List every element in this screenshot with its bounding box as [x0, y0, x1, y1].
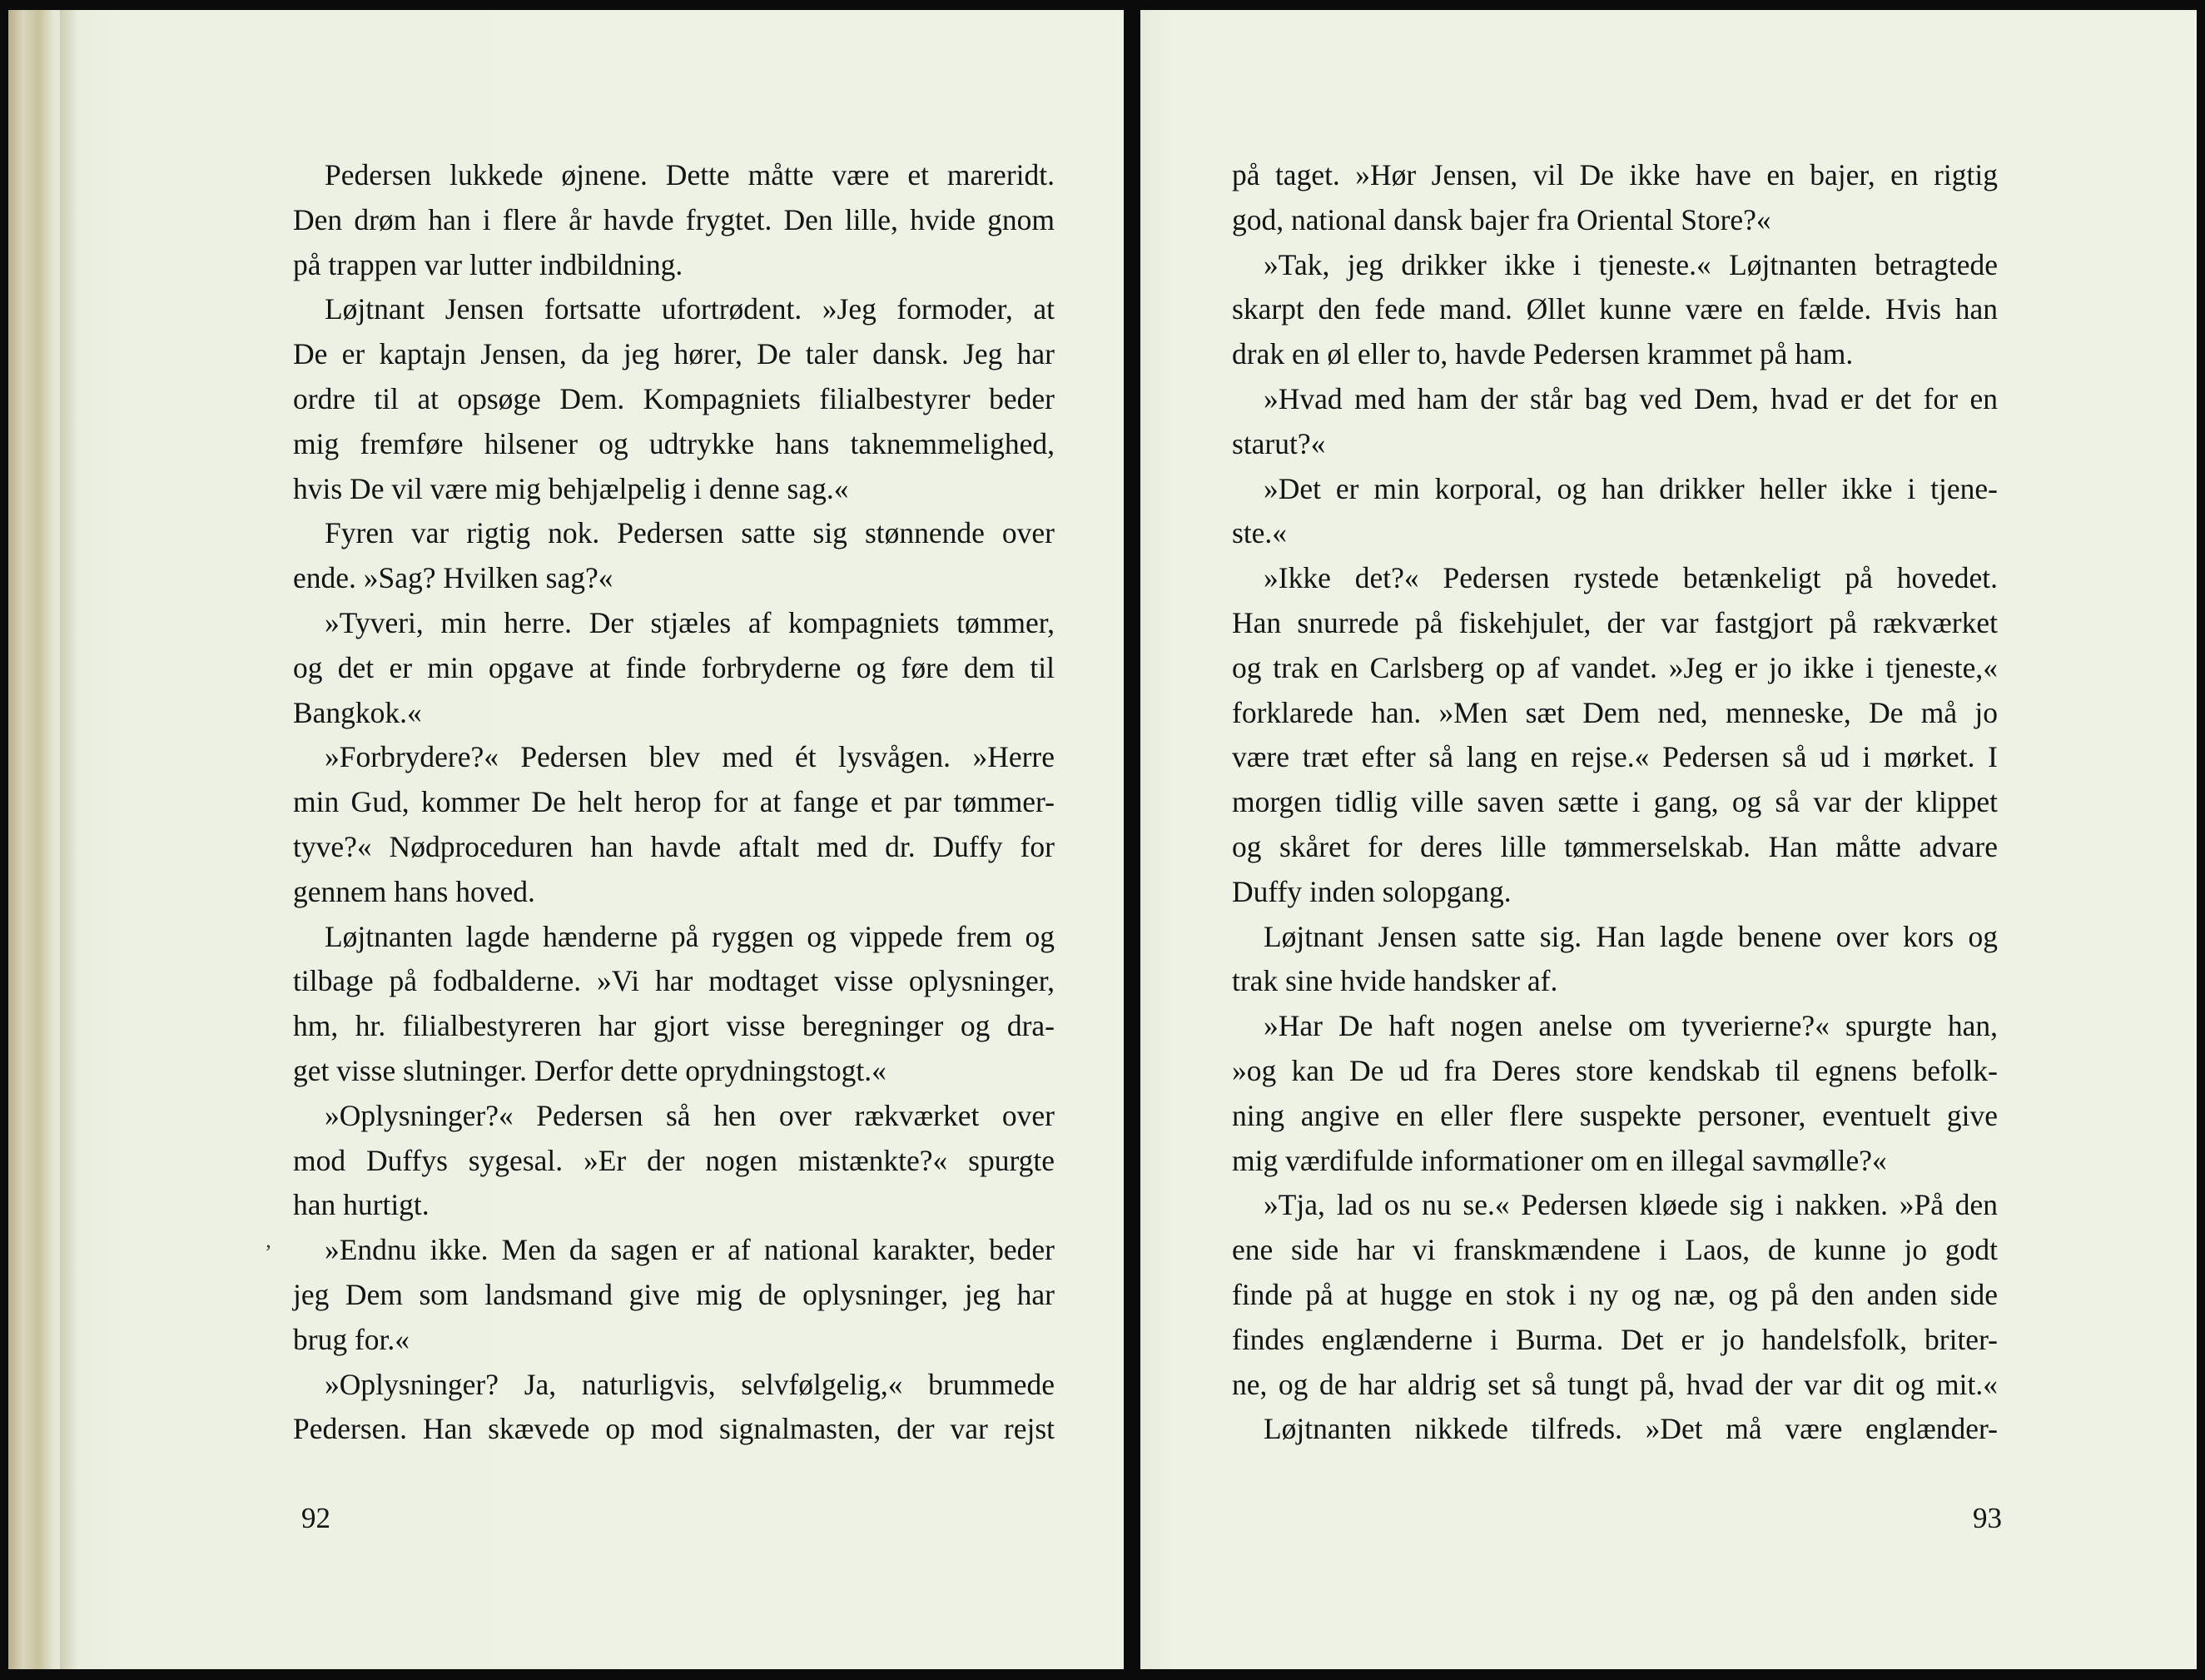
text-line: og det er min opgave at finde forbryderne og føre dem til [293, 650, 1055, 684]
text-line: gennem hans hoved. [293, 874, 535, 908]
text-line: skarpt den fede mand. Øllet kunne være en fælde. Hvis han [1232, 292, 1998, 326]
text-line: forklarede han. »Men sæt Dem ned, menneske, De må jo [1232, 695, 1998, 729]
text-line: »Har De haft nogen anelse om tyverierne?« spurgte han, [1264, 1009, 1998, 1043]
text-line: mod Duffys sygesal. »Er der nogen mistænkte?« spurgte [293, 1143, 1055, 1177]
text-line: Løjtnanten nikkede tilfreds. »Det må være englænder- [1264, 1412, 1998, 1446]
text-line: starut?« [1232, 426, 1326, 460]
text-line: »Tja, lad os nu se.« Pedersen kløede sig i nakken. »På den [1264, 1188, 1998, 1222]
text-line: »Forbrydere?« Pedersen blev med ét lysvågen. »Herre [325, 740, 1055, 774]
text-line: Løjtnanten lagde hænderne på ryggen og vippede frem og [325, 919, 1055, 953]
text-line: jeg Dem som landsmand give mig de oplysninger, jeg har [293, 1277, 1055, 1311]
text-line: på taget. »Hør Jensen, vil De ikke have en bajer, en rigtig [1232, 158, 1998, 191]
text-line: Duffy inden solopgang. [1232, 874, 1512, 908]
text-line: get visse slutninger. Derfor dette oprydningstogt.« [293, 1053, 886, 1087]
text-line: »Det er min korporal, og han drikker heller ikke i tjene- [1264, 471, 1998, 505]
text-line: Bangkok.« [293, 695, 422, 729]
text-line: finde på at hugge en stok i ny og næ, og på den anden side [1232, 1277, 1998, 1311]
text-line: »Oplysninger? Ja, naturligvis, selvfølgelig,« brummede [325, 1367, 1055, 1401]
text-line: hvis De vil være mig behjælpelig i denne sag.« [293, 471, 849, 505]
text-line: ne, og de har aldrig set så tungt på, hvad der var dit og mit.« [1232, 1367, 1998, 1401]
text-line: »Oplysninger?« Pedersen så hen over rækværket over [325, 1098, 1055, 1132]
text-line: han hurtigt. [293, 1188, 430, 1222]
text-line: Den drøm han i flere år havde frygtet. Den lille, hvide gnom [293, 202, 1055, 236]
text-line: Fyren var rigtig nok. Pedersen satte sig stønnende over [325, 516, 1055, 550]
right-page-number: 93 [1973, 1502, 2002, 1534]
text-line: ende. »Sag? Hvilken sag?« [293, 561, 613, 595]
text-line: »Ikke det?« Pedersen rystede betænkeligt på hovedet. [1264, 561, 1998, 595]
text-line: tyve?« Nødproceduren han havde aftalt med dr. Duffy for [293, 829, 1055, 863]
text-line: ste.« [1232, 516, 1288, 550]
text-line: være træt efter så lang en rejse.« Pedersen så ud i mørket. I [1232, 740, 1998, 774]
text-line: Pedersen. Han skævede op mod signalmasten, der var rejst [293, 1412, 1055, 1446]
text-line: ordre til at opsøge Dem. Kompagniets filialbestyrer beder [293, 381, 1055, 415]
right-page-body [1232, 153, 1998, 1452]
text-line: ning angive en eller flere suspekte personer, eventuelt give [1232, 1098, 1998, 1132]
specks: ʼ [265, 1240, 272, 1265]
text-line: Løjtnant Jensen fortsatte ufortrødent. »Jeg formoder, at [325, 292, 1055, 326]
text-line: ene side har vi franskmændene i Laos, de kunne jo godt [1232, 1233, 1998, 1267]
text-line: brug for.« [293, 1322, 410, 1356]
page-gutter-shadow [60, 10, 78, 1669]
text-line: min Gud, kommer De helt herop for at fange et par tømmer- [293, 785, 1055, 819]
text-line: trak sine hvide handsker af. [1232, 964, 1558, 998]
text-line: »Endnu ikke. Men da sagen er af national karakter, beder [325, 1233, 1055, 1267]
left-page-body [293, 153, 1055, 1452]
text-line: Han snurrede på fiskehjulet, der var fastgjort på rækværket [1232, 605, 1998, 639]
text-line: mig værdifulde informationer om en illegal savmølle?« [1232, 1143, 1887, 1177]
text-line: på trappen var lutter indbildning. [293, 247, 683, 281]
text-line: Pedersen lukkede øjnene. Dette måtte være et mareridt. [325, 158, 1055, 191]
text-line: god, national dansk bajer fra Oriental Store?« [1232, 202, 1771, 236]
text-line: mig fremføre hilsener og udtrykke hans taknemmelighed, [293, 426, 1055, 460]
text-line: »Tak, jeg drikker ikke i tjeneste.« Løjtnanten betragtede [1264, 247, 1998, 281]
text-line: »Hvad med ham der står bag ved Dem, hvad er det for en [1264, 381, 1998, 415]
text-line: De er kaptajn Jensen, da jeg hører, De taler dansk. Jeg har [293, 337, 1055, 371]
text-line: tilbage på fodbalderne. »Vi har modtaget visse oplysninger, [293, 964, 1055, 998]
text-line: og trak en Carlsberg op af vandet. »Jeg er jo ikke i tjeneste,« [1232, 650, 1998, 684]
left-page-number: 92 [301, 1502, 330, 1534]
text-line: og skåret for deres lille tømmerselskab. Han måtte advare [1232, 829, 1998, 863]
text-line: hm, hr. filialbestyreren har gjort visse beregninger og dra- [293, 1009, 1055, 1043]
text-line: Løjtnant Jensen satte sig. Han lagde benene over kors og [1264, 919, 1998, 953]
text-line: »Tyveri, min herre. Der stjæles af kompagniets tømmer, [325, 605, 1055, 639]
text-line: »og kan De ud fra Deres store kendskab til egnens befolk- [1232, 1053, 1998, 1087]
text-line: drak en øl eller to, havde Pedersen krammet på ham. [1232, 337, 1854, 371]
text-line: morgen tidlig ville saven sætte i gang, og så var der klippet [1232, 785, 1998, 819]
text-line: findes englænderne i Burma. Det er jo handelsfolk, briter- [1232, 1322, 1998, 1356]
right-page [1140, 10, 2197, 1669]
left-page [8, 10, 1124, 1669]
